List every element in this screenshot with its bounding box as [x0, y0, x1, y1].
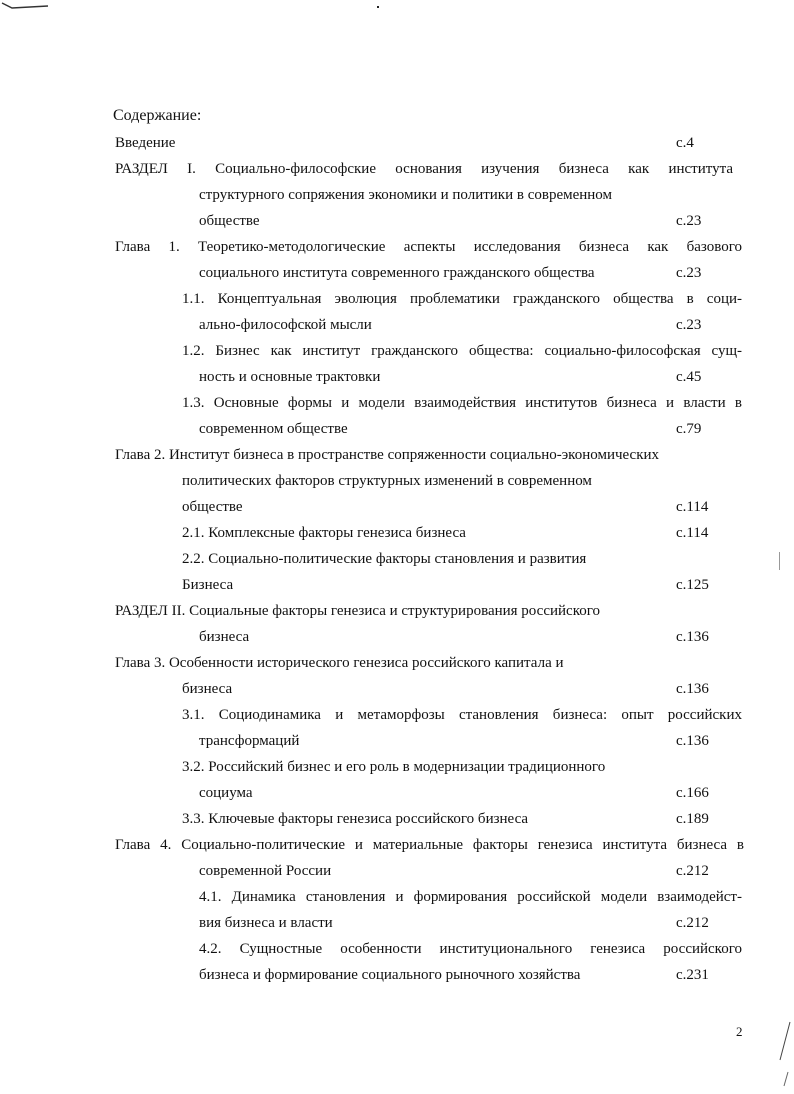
toc-page-ref: с.23 [676, 213, 702, 229]
toc-line: Глава 3. Особенности исторического генезиса российского капитала и [115, 655, 564, 671]
toc-page-ref: с.212 [676, 915, 709, 931]
toc-line: Глава 2. Институт бизнеса в пространстве сопряженности социально-экономических [115, 447, 660, 463]
toc-line: Введение [115, 135, 176, 151]
toc-line: Бизнеса [182, 577, 234, 593]
toc-line: Глава 4. Социально-политические и материальные факторы генезиса института бизнеса в [115, 837, 744, 853]
toc-page-ref: с.4 [676, 135, 694, 151]
toc-page-ref: с.166 [676, 785, 709, 801]
toc-page-ref: с.125 [676, 577, 709, 593]
toc-line: 1.3. Основные формы и модели взаимодействия институтов бизнеса и власти в [182, 395, 742, 411]
toc-line: 4.1. Динамика становления и формирования российской модели взаимодейст- [199, 889, 742, 905]
scan-artifact-dot [377, 6, 379, 8]
toc-line: ально-философской мысли [199, 317, 372, 333]
toc-line: политических факторов структурных изменений в современном [182, 473, 592, 489]
toc-line: 3.1. Социодинамика и метаморфозы становления бизнеса: опыт российских [182, 707, 742, 723]
toc-heading: Содержание: [113, 107, 202, 124]
toc-line: 4.2. Сущностные особенности институционального генезиса российского [199, 941, 742, 957]
scan-artifact-top-left [0, 0, 60, 20]
toc-line: Глава 1. Теоретико-методологические аспекты исследования бизнеса как базового [115, 239, 742, 255]
toc-line: обществе [199, 213, 260, 229]
toc-line: структурного сопряжения экономики и политики в современном [199, 187, 613, 203]
toc-page-ref: с.114 [676, 525, 709, 541]
toc-line: современной России [199, 863, 332, 879]
toc-page-ref: с.136 [676, 733, 709, 749]
toc-line: РАЗДЕЛ I. Социально-философские основания изучения бизнеса как института [115, 161, 733, 177]
toc-page-ref: с.79 [676, 421, 702, 437]
toc-line: социального института современного гражданского общества [199, 265, 595, 281]
toc-line: 2.1. Комплексные факторы генезиса бизнеса [182, 525, 466, 541]
toc-page-ref: с.23 [676, 265, 702, 281]
toc-line: 3.3. Ключевые факторы генезиса российского бизнеса [182, 811, 529, 827]
toc-page-ref: с.212 [676, 863, 709, 879]
toc-line: ность и основные трактовки [199, 369, 381, 385]
toc-line: 3.2. Российский бизнес и его роль в модернизации традиционного [182, 759, 606, 775]
toc-page-ref: с.189 [676, 811, 709, 827]
toc-line: РАЗДЕЛ II. Социальные факторы генезиса и структурирования российского [115, 603, 601, 619]
toc-page-ref: с.114 [676, 499, 709, 515]
toc-page-ref: с.136 [676, 681, 709, 697]
toc-line: 2.2. Социально-политические факторы становления и развития [182, 551, 587, 567]
toc-line: социума [199, 785, 253, 801]
toc-page-ref: с.23 [676, 317, 702, 333]
toc-line: современном обществе [199, 421, 348, 437]
scan-artifact-dot [779, 552, 780, 570]
toc-line: 1.2. Бизнес как институт гражданского общества: социально-философская сущ- [182, 343, 742, 359]
toc-line: бизнеса [182, 681, 233, 697]
scan-artifact-bottom-right [770, 1010, 794, 1094]
toc-page-ref: с.231 [676, 967, 709, 983]
toc-page-ref: с.136 [676, 629, 709, 645]
toc-line: обществе [182, 499, 243, 515]
toc-line: бизнеса и формирование социального рыночного хозяйства [199, 967, 581, 983]
toc-page-ref: с.45 [676, 369, 702, 385]
toc-line: бизнеса [199, 629, 250, 645]
toc-line: 1.1. Концептуальная эволюция проблематики гражданского общества в соци- [182, 291, 742, 307]
page-number: 2 [736, 1024, 743, 1039]
toc-line: трансформаций [199, 733, 300, 749]
toc-line: вия бизнеса и власти [199, 915, 333, 931]
